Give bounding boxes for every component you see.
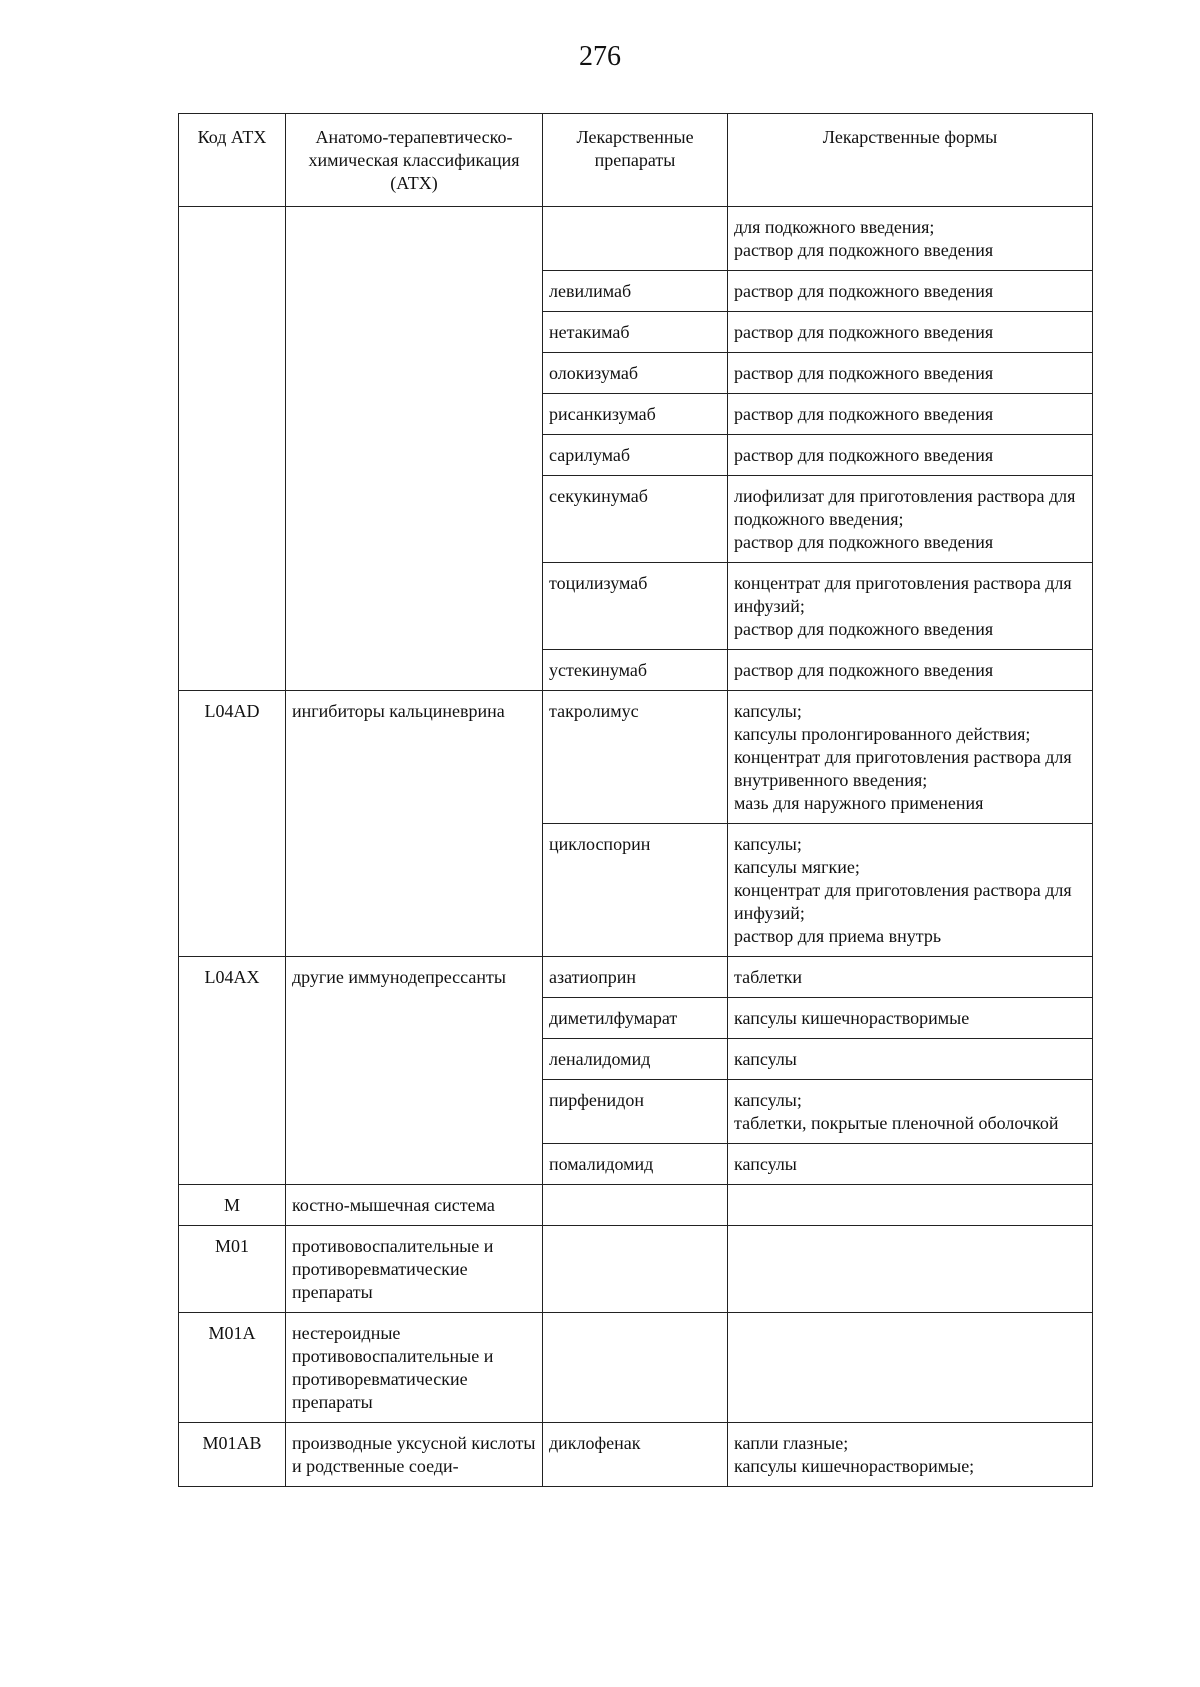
- table-row: [179, 957, 1093, 998]
- header-row: [179, 114, 1093, 207]
- code-cell: M: [179, 1185, 286, 1226]
- code-cell: L04AD: [179, 691, 286, 957]
- drug-cell: [543, 1185, 728, 1226]
- classification-cell: [286, 207, 543, 691]
- classification-cell: противовоспалительные и противоревматические препараты: [286, 1226, 543, 1313]
- drug-cell: олокизумаб: [543, 353, 728, 394]
- classification-cell: производные уксусной кислоты и родственные соеди-: [286, 1423, 543, 1487]
- drug-cell: рисанкизумаб: [543, 394, 728, 435]
- drug-cell: такролимус: [543, 691, 728, 824]
- table-row: [179, 1423, 1093, 1487]
- header-forms: Лекарственные формы: [728, 114, 1093, 207]
- table-row: [179, 207, 1093, 271]
- code-cell: L04AX: [179, 957, 286, 1185]
- forms-cell: [728, 1226, 1093, 1313]
- classification-cell: ингибиторы кальциневрина: [286, 691, 543, 957]
- drug-cell: азатиоприн: [543, 957, 728, 998]
- forms-cell: [728, 1185, 1093, 1226]
- forms-cell: капсулы; капсулы пролонгированного действия; концентрат для приготовления раствора для внутривенного введения; мазь для наружного применения: [728, 691, 1093, 824]
- forms-cell: таблетки: [728, 957, 1093, 998]
- forms-cell: капсулы: [728, 1144, 1093, 1185]
- forms-cell: капсулы: [728, 1039, 1093, 1080]
- forms-cell: капли глазные; капсулы кишечнорастворимые;: [728, 1423, 1093, 1487]
- classification-cell: костно-мышечная система: [286, 1185, 543, 1226]
- table-row: [179, 1313, 1093, 1423]
- header-code: Код АТХ: [179, 114, 286, 207]
- header-classification: Анатомо-терапевтическо-химическая классификация (АТХ): [286, 114, 543, 207]
- code-cell: M01AB: [179, 1423, 286, 1487]
- forms-cell: раствор для подкожного введения: [728, 650, 1093, 691]
- drug-cell: секукинумаб: [543, 476, 728, 563]
- drug-cell: леналидомид: [543, 1039, 728, 1080]
- drug-cell: тоцилизумаб: [543, 563, 728, 650]
- code-cell: M01: [179, 1226, 286, 1313]
- drug-cell: диметилфумарат: [543, 998, 728, 1039]
- forms-cell: раствор для подкожного введения: [728, 312, 1093, 353]
- forms-cell: раствор для подкожного введения: [728, 435, 1093, 476]
- forms-cell: концентрат для приготовления раствора для инфузий; раствор для подкожного введения: [728, 563, 1093, 650]
- table-row: [179, 1185, 1093, 1226]
- header-drugs: Лекарственные препараты: [543, 114, 728, 207]
- code-cell: M01A: [179, 1313, 286, 1423]
- drug-cell: нетакимаб: [543, 312, 728, 353]
- forms-cell: для подкожного введения; раствор для подкожного введения: [728, 207, 1093, 271]
- drug-cell: [543, 1226, 728, 1313]
- page-number: 276: [579, 41, 621, 72]
- drug-cell: устекинумаб: [543, 650, 728, 691]
- table-row: [179, 691, 1093, 824]
- drug-cell: пирфенидон: [543, 1080, 728, 1144]
- drug-cell: диклофенак: [543, 1423, 728, 1487]
- forms-cell: лиофилизат для приготовления раствора для подкожного введения; раствор для подкожного введения: [728, 476, 1093, 563]
- forms-cell: капсулы; капсулы мягкие; концентрат для приготовления раствора для инфузий; раствор для приема внутрь: [728, 824, 1093, 957]
- drug-cell: [543, 1313, 728, 1423]
- drug-cell: [543, 207, 728, 271]
- classification-cell: другие иммунодепрессанты: [286, 957, 543, 1185]
- forms-cell: раствор для подкожного введения: [728, 271, 1093, 312]
- table-row: [179, 1226, 1093, 1313]
- forms-cell: капсулы кишечнорастворимые: [728, 998, 1093, 1039]
- forms-cell: капсулы; таблетки, покрытые пленочной оболочкой: [728, 1080, 1093, 1144]
- drug-cell: сарилумаб: [543, 435, 728, 476]
- code-cell: [179, 207, 286, 691]
- drug-cell: циклоспорин: [543, 824, 728, 957]
- atx-table: [178, 113, 1093, 1487]
- drug-cell: левилимаб: [543, 271, 728, 312]
- classification-cell: нестероидные противовоспалительные и противоревматические препараты: [286, 1313, 543, 1423]
- forms-cell: [728, 1313, 1093, 1423]
- drug-cell: помалидомид: [543, 1144, 728, 1185]
- forms-cell: раствор для подкожного введения: [728, 394, 1093, 435]
- forms-cell: раствор для подкожного введения: [728, 353, 1093, 394]
